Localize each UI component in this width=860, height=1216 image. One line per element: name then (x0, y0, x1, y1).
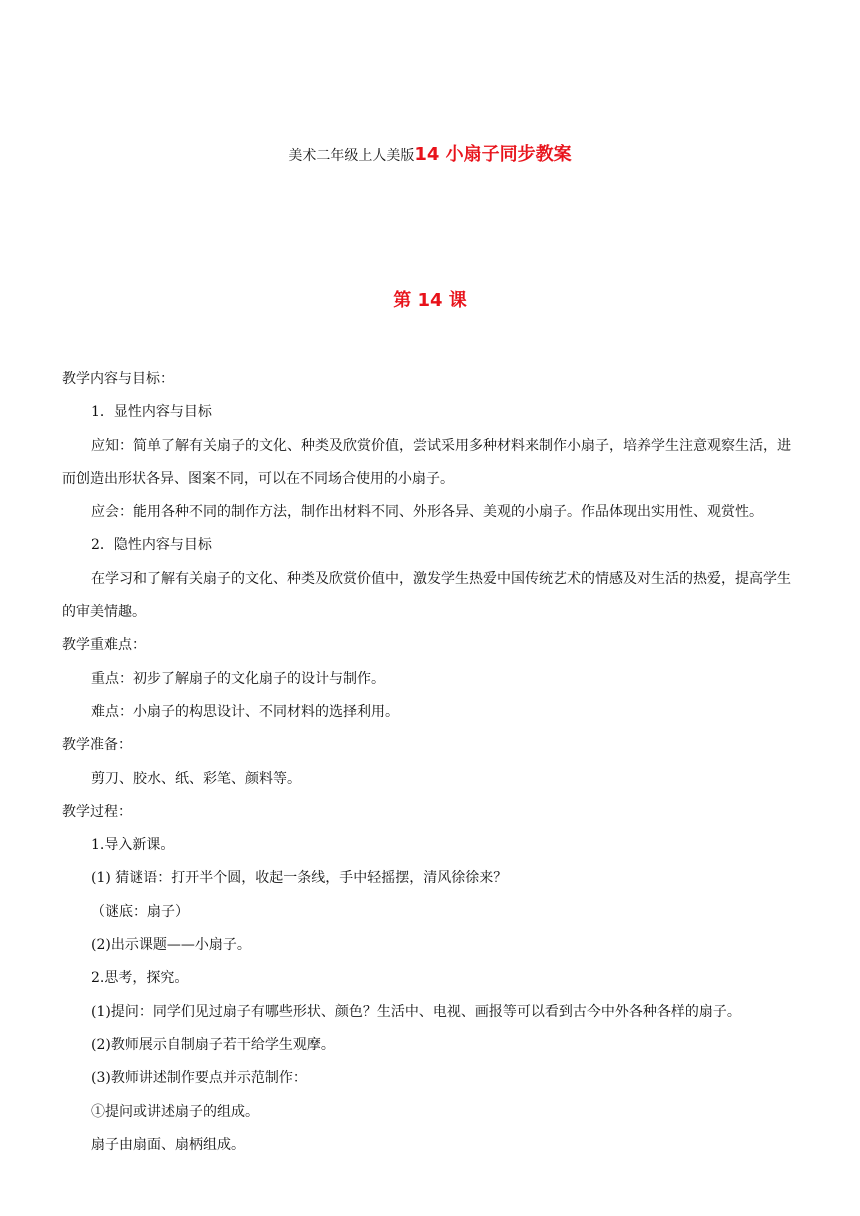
step1-heading: 1.导入新课。 (91, 837, 175, 854)
document-body (62, 363, 800, 1162)
step1-answer: （谜底：扇子） (91, 903, 189, 920)
implicit-paragraph: 在学习和了解有关扇子的文化、种类及欣赏价值中，激发学生热爱中国传统艺术的情感及对生活的热爱，提高学生的审美情趣。 (62, 570, 791, 621)
difficulty-heading: 教学重难点： (62, 637, 146, 654)
step2-heading: 2.思考，探究。 (91, 970, 189, 987)
document-title (0, 143, 860, 168)
step2-show: (2)教师展示自制扇子若干给学生观摩。 (91, 1036, 335, 1053)
title-emphasis: 14 小扇子同步教案 (414, 144, 572, 165)
step2-parts-question: ①提问或讲述扇子的组成。 (91, 1103, 259, 1120)
should-do-paragraph: 应会：能用各种不同的制作方法，制作出材料不同、外形各异、美观的小扇子。作品体现出实用性、观赏性。 (91, 504, 763, 521)
step2-question: (1)提问：同学们见过扇子有哪些形状、颜色？生活中、电视、画报等可以看到古今中外各种各样的扇子。 (91, 1003, 741, 1020)
step2-demo: (3)教师讲述制作要点并示范制作： (91, 1070, 307, 1087)
lesson-heading: 第 14 课 (393, 290, 467, 311)
prep-text: 剪刀、胶水、纸、彩笔、颜料等。 (91, 770, 301, 787)
explicit-heading: 1．显性内容与目标 (91, 404, 212, 421)
key-point: 重点：初步了解扇子的文化扇子的设计与制作。 (91, 670, 385, 687)
step2-parts-answer: 扇子由扇面、扇柄组成。 (91, 1136, 245, 1153)
step1-topic: (2)出示课题——小扇子。 (91, 937, 251, 954)
goals-heading: 教学内容与目标： (62, 371, 174, 387)
title-prefix: 美术二年级上人美版 (288, 148, 415, 164)
prep-heading: 教学准备： (62, 737, 132, 754)
step1-riddle: (1) 猜谜语：打开半个圆，收起一条线，手中轻摇摆，清风徐徐来？ (91, 870, 508, 887)
implicit-heading: 2．隐性内容与目标 (91, 537, 212, 554)
process-heading: 教学过程： (62, 803, 132, 820)
hard-point: 难点：小扇子的构思设计、不同材料的选择利用。 (91, 703, 399, 720)
should-know-paragraph: 应知：简单了解有关扇子的文化、种类及欣赏价值，尝试采用多种材料来制作小扇子，培养学生注意观察生活，进而创造出形状各异、图案不同，可以在不同场合使用的小扇子。 (62, 437, 791, 487)
